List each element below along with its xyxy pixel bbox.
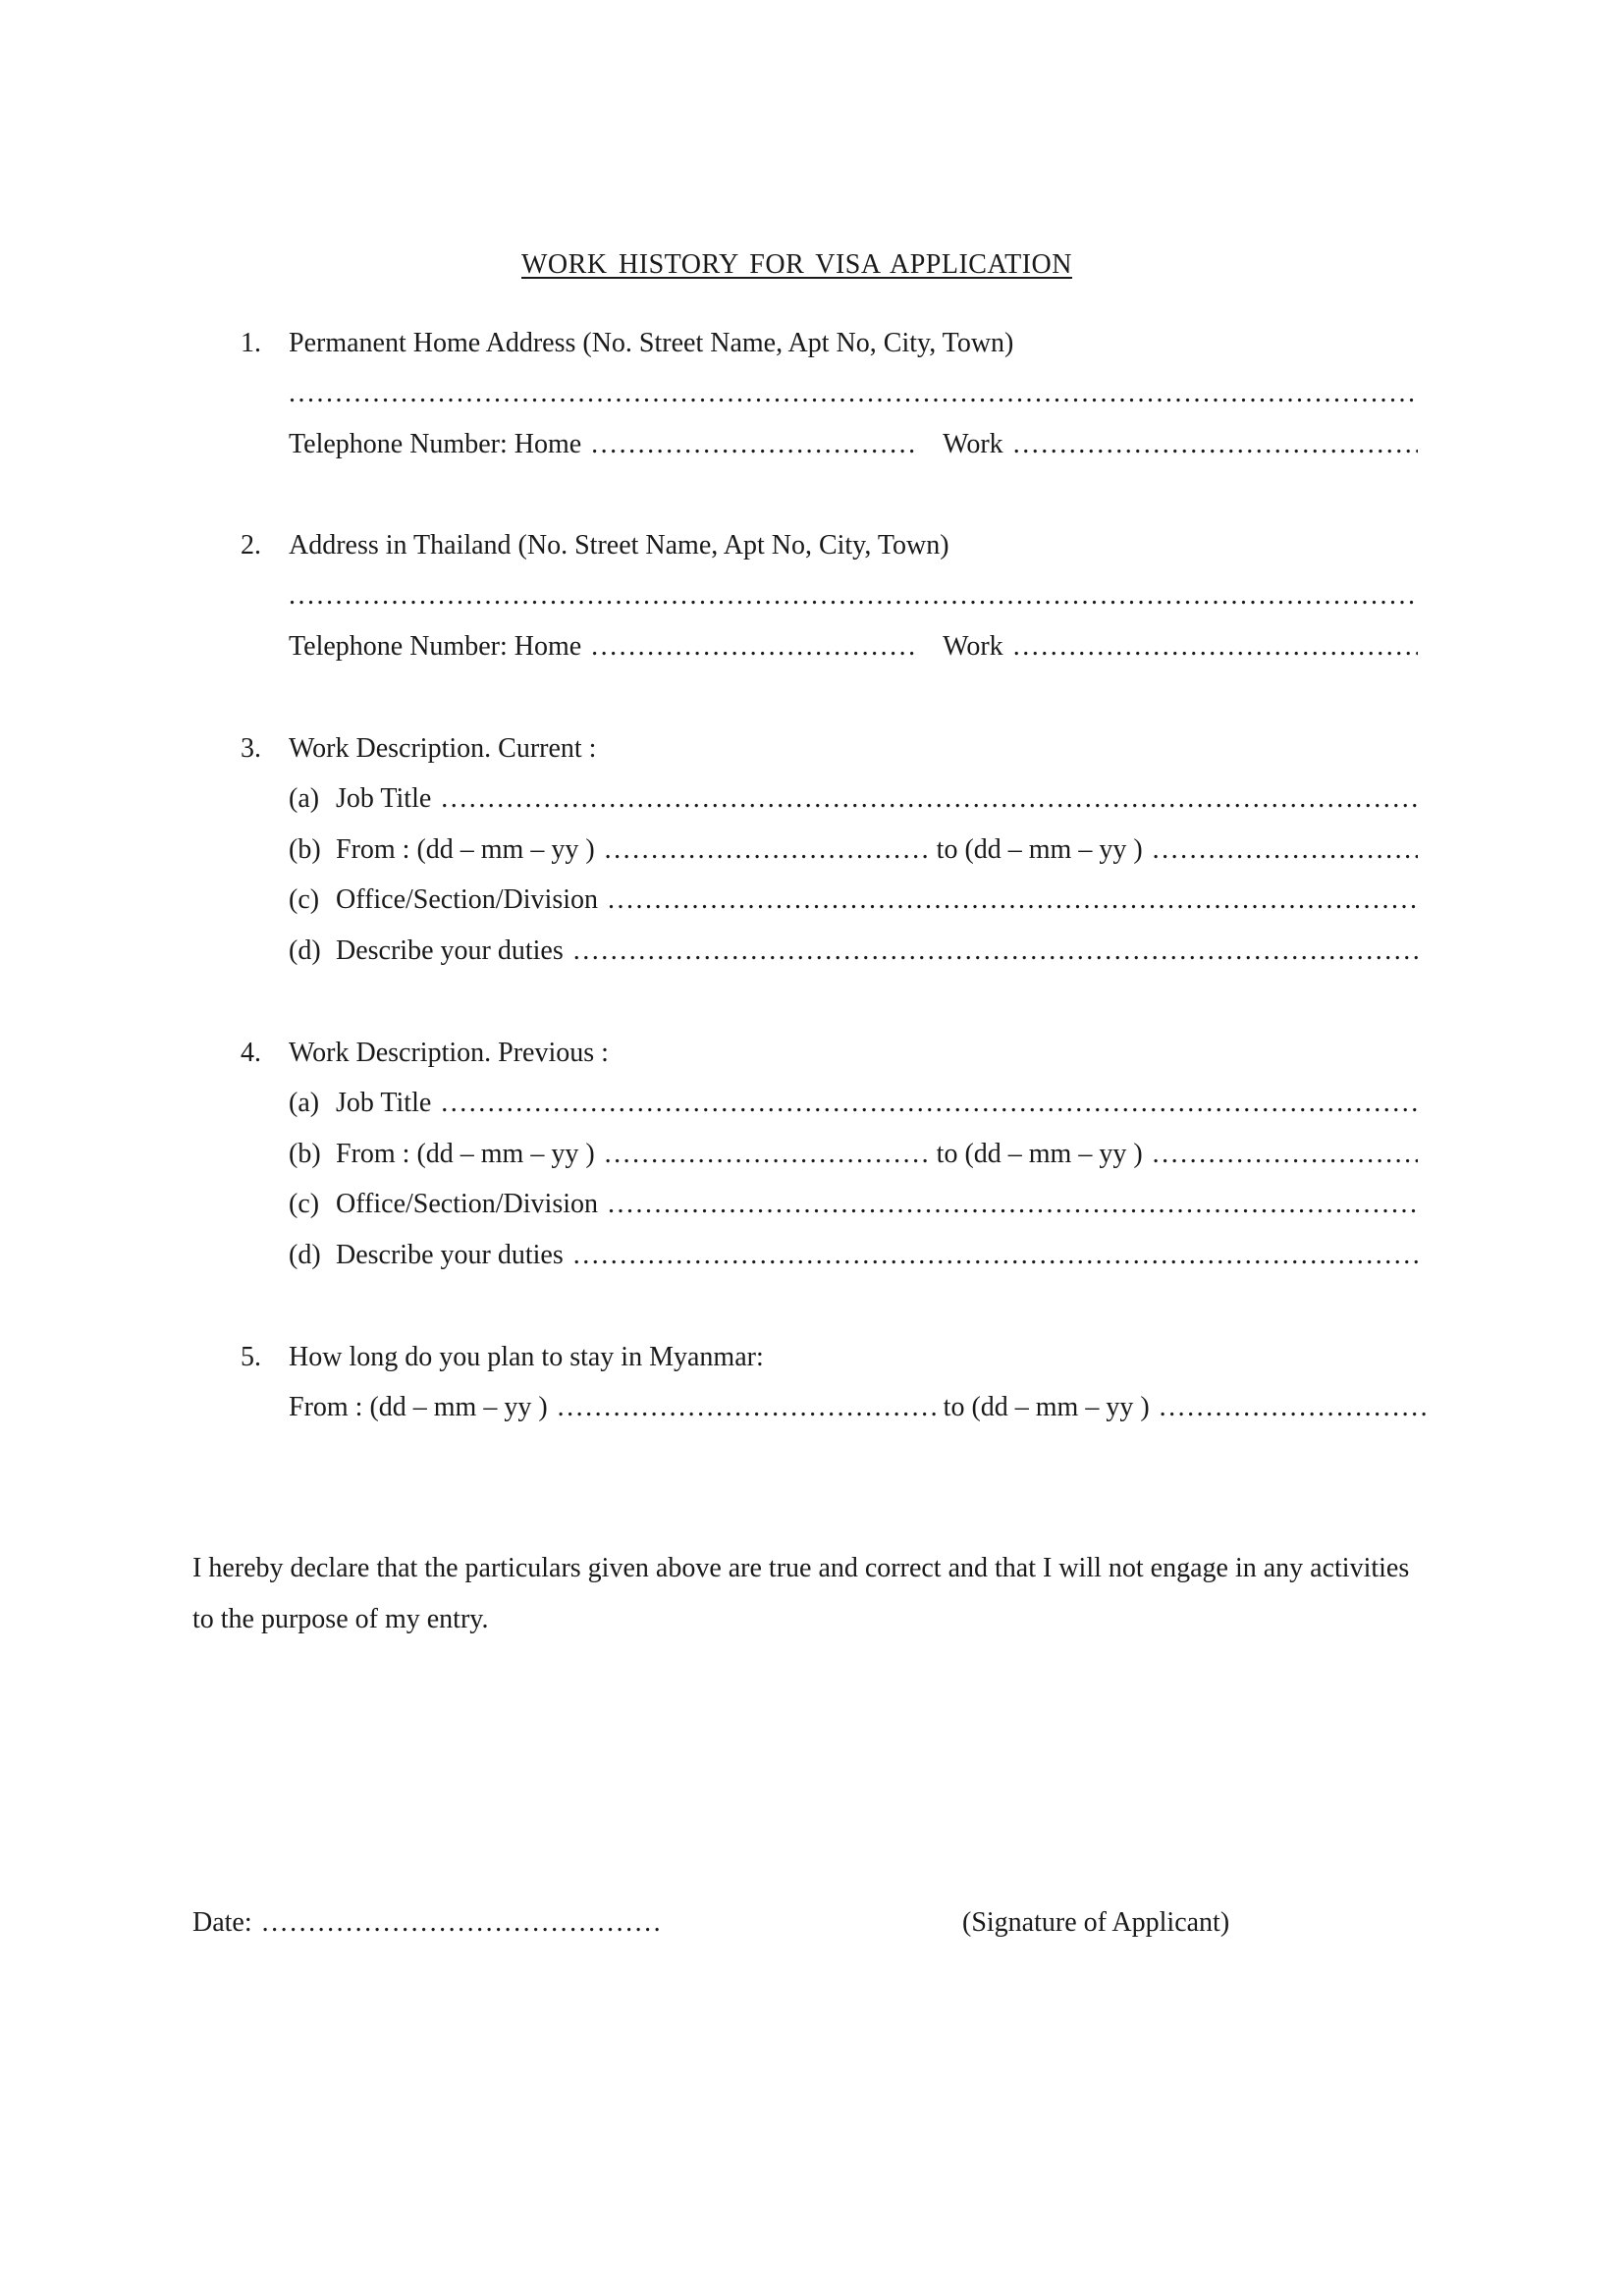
duties-label: Describe your duties — [336, 1240, 564, 1270]
section-2-phone-work-field[interactable] — [1013, 633, 1418, 661]
from-date-label: From : (dd – mm – yy ) — [336, 1139, 595, 1169]
section-4-item-d — [289, 1242, 1418, 1269]
section-4-item-b — [289, 1141, 1418, 1168]
thailand-address-field[interactable] — [289, 582, 1418, 610]
office-label: Office/Section/Division — [336, 884, 598, 915]
section-2-number: 2. — [241, 530, 261, 561]
stay-to-date-field[interactable] — [1160, 1394, 1426, 1421]
home-address-field[interactable] — [289, 380, 1418, 407]
job-title-label: Job Title — [336, 783, 432, 814]
date-row — [192, 1909, 683, 1937]
item-letter: (a) — [289, 783, 320, 814]
section-2-phone-row — [289, 633, 1418, 661]
section-1-phone-work-field[interactable] — [1013, 431, 1418, 458]
section-4-item-a — [289, 1090, 1418, 1117]
current-to-date-field[interactable] — [1153, 836, 1418, 864]
to-date-label: to (dd – mm – yy ) — [936, 834, 1143, 865]
signature-label: (Signature of Applicant) — [962, 1907, 1230, 1938]
item-letter: (d) — [289, 1240, 321, 1270]
current-from-date-field[interactable] — [605, 836, 929, 864]
section-1-phone-row — [289, 431, 1418, 458]
item-letter: (c) — [289, 884, 320, 915]
previous-duties-field[interactable] — [573, 1242, 1418, 1269]
item-letter: (a) — [289, 1088, 320, 1118]
section-4-heading — [289, 1040, 1418, 1067]
item-letter: (c) — [289, 1189, 320, 1219]
section-1-phone-home-field[interactable] — [591, 431, 915, 458]
section-5-heading — [289, 1344, 1418, 1371]
section-3-number: 3. — [241, 733, 261, 764]
section-3-item-a — [289, 785, 1418, 813]
section-2-phone-work-label: Work — [943, 631, 1003, 662]
section-1-number: 1. — [241, 328, 261, 358]
section-3-item-b — [289, 836, 1418, 864]
section-1-heading-text: Permanent Home Address (No. Street Name, Apt No, City, Town) — [289, 328, 1014, 358]
job-title-label: Job Title — [336, 1088, 432, 1118]
document-title: WORK HISTORY FOR VISA APPLICATION — [521, 249, 1072, 280]
current-job-title-field[interactable] — [441, 785, 1418, 813]
stay-from-label: From : (dd – mm – yy ) — [289, 1392, 548, 1422]
current-office-field[interactable] — [608, 886, 1418, 914]
declaration-text: I hereby declare that the particulars given above are true and correct and that I will not engage in any activities to the purpose of my entry. — [192, 1553, 1410, 1634]
section-3-item-c — [289, 886, 1418, 914]
stay-from-date-field[interactable] — [558, 1394, 936, 1421]
section-5-number: 5. — [241, 1342, 261, 1372]
section-2-phone-home-field[interactable] — [591, 633, 915, 661]
section-1-heading — [289, 330, 1418, 357]
stay-to-label: to (dd – mm – yy ) — [943, 1392, 1150, 1422]
section-4-heading-text: Work Description. Previous : — [289, 1038, 609, 1068]
item-letter: (b) — [289, 1139, 321, 1169]
section-3-heading-text: Work Description. Current : — [289, 733, 597, 764]
item-letter: (b) — [289, 834, 321, 865]
section-5-heading-text: How long do you plan to stay in Myanmar: — [289, 1342, 764, 1372]
section-2-heading — [289, 532, 1418, 560]
previous-to-date-field[interactable] — [1153, 1141, 1418, 1168]
stay-period-row — [289, 1394, 1426, 1421]
thailand-address-fill-line[interactable] — [289, 582, 1418, 610]
from-date-label: From : (dd – mm – yy ) — [336, 834, 595, 865]
duties-label: Describe your duties — [336, 935, 564, 966]
previous-office-field[interactable] — [608, 1191, 1418, 1218]
section-3-item-d — [289, 937, 1418, 965]
home-address-fill-line[interactable] — [289, 380, 1418, 407]
section-1-phone-work-label: Work — [943, 429, 1003, 459]
date-label: Date: — [192, 1907, 252, 1938]
section-3-heading — [289, 735, 1418, 763]
previous-job-title-field[interactable] — [441, 1090, 1418, 1117]
section-4-number: 4. — [241, 1038, 261, 1068]
current-duties-field[interactable] — [573, 937, 1418, 965]
section-4-item-c — [289, 1191, 1418, 1218]
item-letter: (d) — [289, 935, 321, 966]
office-label: Office/Section/Division — [336, 1189, 598, 1219]
previous-from-date-field[interactable] — [605, 1141, 929, 1168]
to-date-label: to (dd – mm – yy ) — [936, 1139, 1143, 1169]
section-2-phone-home-label: Telephone Number: Home — [289, 631, 582, 662]
date-field[interactable] — [262, 1909, 665, 1937]
section-2-heading-text: Address in Thailand (No. Street Name, Apt No, City, Town) — [289, 530, 949, 561]
section-1-phone-home-label: Telephone Number: Home — [289, 429, 582, 459]
